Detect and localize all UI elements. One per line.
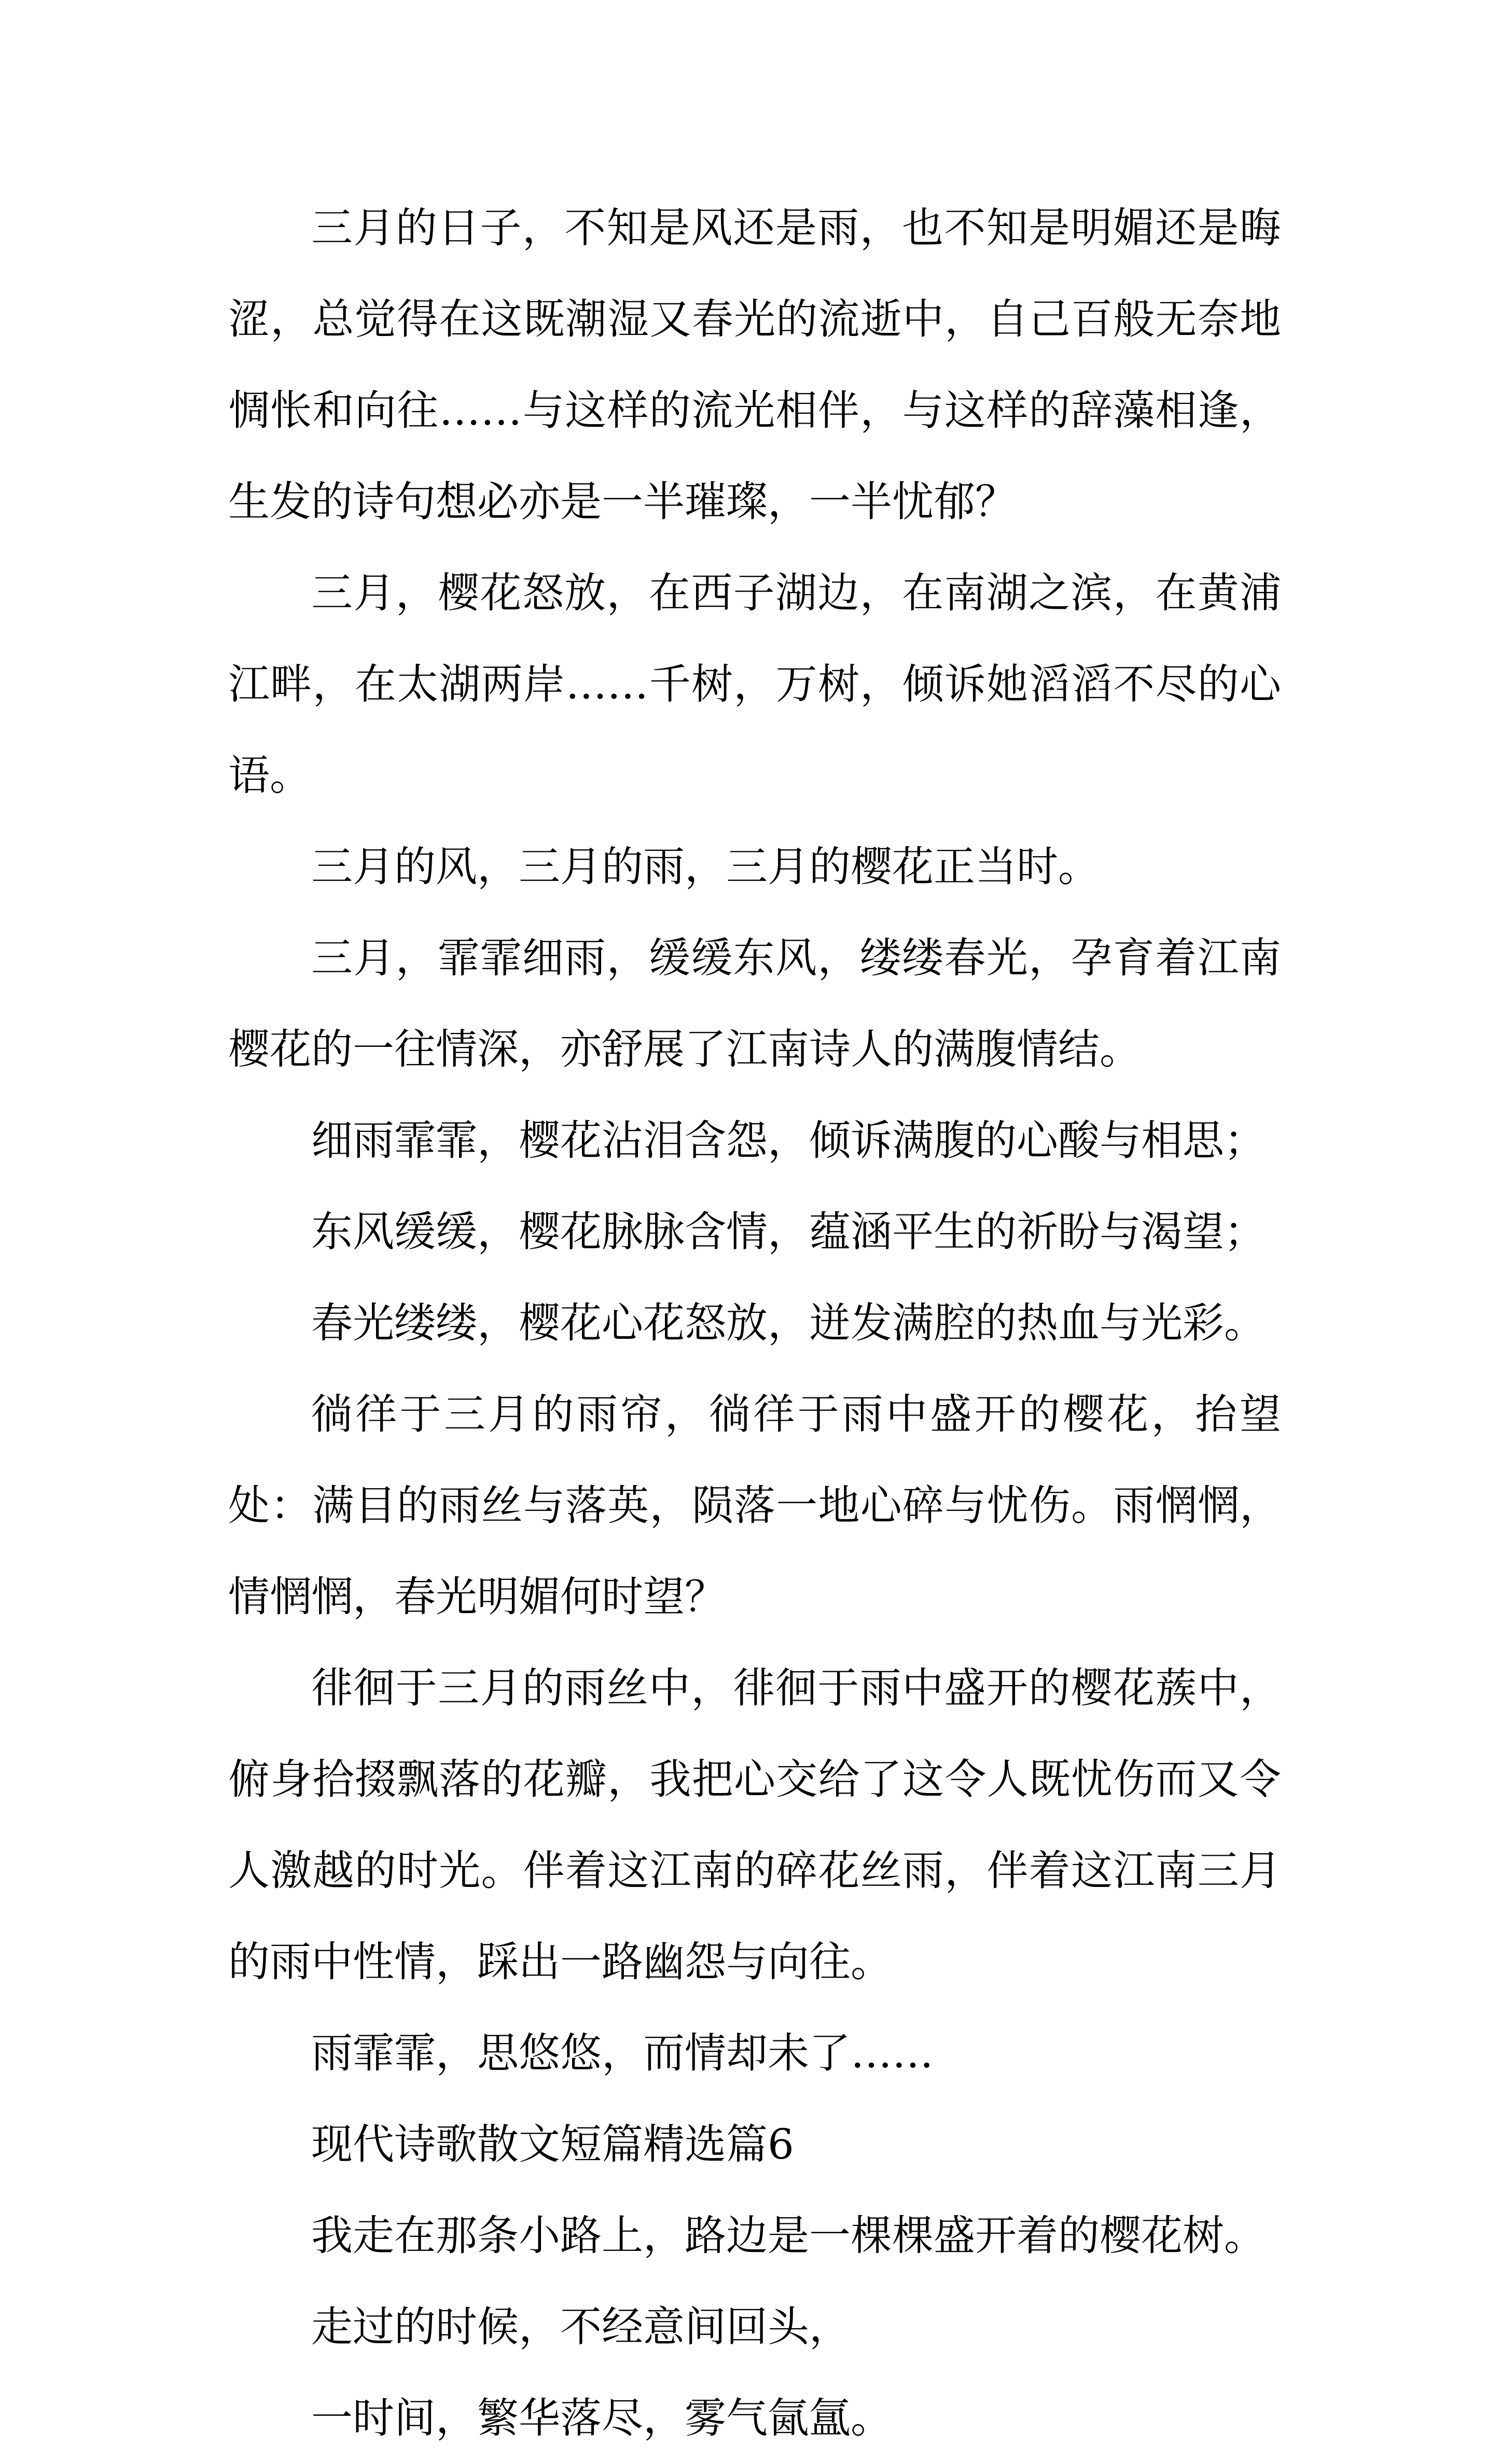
paragraph-2: 三月，樱花怒放，在西子湖边，在南湖之滨，在黄浦江畔，在太湖两岸……千树，万树，倾诉她滔滔不尽的心语。: [228, 569, 1281, 800]
paragraph-5: 细雨霏霏，樱花沾泪含怨，倾诉满腹的心酸与相思；: [311, 1116, 1266, 1165]
paragraph-10: 雨霏霏，思悠悠，而情却未了……: [311, 2029, 934, 2077]
paragraph-3: 三月的风，三月的雨，三月的樱花正当时。: [311, 843, 1100, 891]
document-body: [228, 183, 1281, 2464]
paragraph-7: 春光缕缕，樱花心花怒放，迸发满腔的热血与光彩。: [311, 1299, 1266, 1347]
paragraph-6: 东风缓缓，樱花脉脉含情，蕴涵平生的祈盼与渴望；: [311, 1208, 1266, 1256]
paragraph-9: 徘徊于三月的雨丝中，徘徊于雨中盛开的樱花蔟中，俯身拾掇飘落的花瓣，我把心交给了这令人既忧伤而又令人激越的时光。伴着这江南的碎花丝雨，伴着这江南三月的雨中性情，踩出一路幽怨与向往。: [228, 1664, 1281, 1986]
paragraph-1: 三月的日子，不知是风还是雨，也不知是明媚还是晦涩，总觉得在这既潮湿又春光的流逝中，自己百般无奈地惆怅和向往……与这样的流光相伴，与这样的辞藻相逢，生发的诗句想必亦是一半璀璨，一半忧郁？: [228, 204, 1281, 526]
paragraph-13: 走过的时候，不经意间回头，: [311, 2303, 851, 2351]
paragraph-8: 徜徉于三月的雨帘，徜徉于雨中盛开的樱花，抬望处：满目的雨丝与落英，陨落一地心碎与忧伤。雨惘惘，情惘惘，春光明媚何时望？: [228, 1390, 1281, 1621]
section-heading: 现代诗歌散文短篇精选篇6: [311, 2120, 794, 2168]
paragraph-12: 我走在那条小路上，路边是一棵棵盛开着的樱花树。: [311, 2211, 1266, 2260]
paragraph-4: 三月，霏霏细雨，缓缓东风，缕缕春光，孕育着江南樱花的一往情深，亦舒展了江南诗人的满腹情结。: [228, 934, 1281, 1073]
paragraph-14: 一时间，繁华落尽，雾气氤氲。: [311, 2394, 892, 2442]
